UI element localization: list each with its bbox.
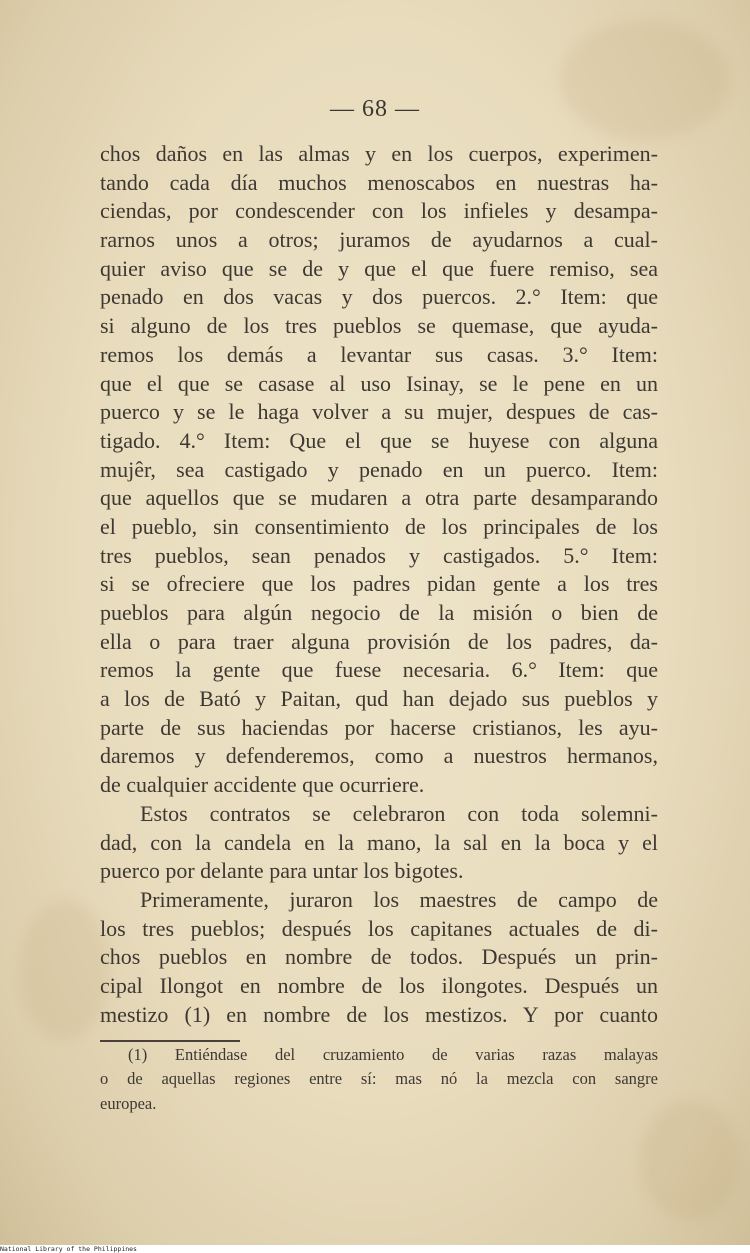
paper-stain	[640, 1100, 740, 1220]
text-line: quier aviso que se de y que el que fuere remiso, sea	[100, 255, 658, 281]
text-line: daremos y defenderemos, como a nuestros hermanos,	[100, 743, 658, 769]
text-line: puerco y se le haga volver a su mujer, despues de cas-	[100, 399, 658, 425]
text-line: chos daños en las almas y en los cuerpos, experimen-	[100, 141, 658, 166]
text-line: Estos contratos se celebraron con toda solemni-	[140, 800, 658, 826]
footnote-line: o de aquellas regiones entre sí: mas nó la mezcla con sangre	[100, 1069, 658, 1089]
footnote-rule	[100, 1040, 240, 1042]
text-line: tres pueblos, sean penados y castigados. 5.° Item:	[100, 542, 658, 568]
library-watermark: National Library of the Philippines	[0, 1245, 137, 1253]
text-line: cipal Ilongot en nombre de los ilongotes. Después un	[100, 972, 658, 998]
text-line: ella o para traer alguna provisión de los padres, da-	[100, 628, 658, 654]
paper-stain	[20, 900, 110, 1040]
text-line: a los de Bató y Paitan, qud han dejado sus pueblos y	[100, 686, 658, 712]
text-line: el pueblo, sin consentimiento de los principales de los	[100, 513, 658, 539]
text-line: pueblos para algún negocio de la misión o bien de	[100, 600, 658, 625]
footnote	[100, 1043, 658, 1116]
text-line: remos los demás a levantar sus casas. 3.° Item:	[100, 341, 658, 367]
body-text	[100, 140, 658, 1029]
text-line: si se ofreciere que los padres pidan gente a los tres	[100, 571, 658, 597]
text-line: ciendas, por condescender con los infieles y desampa-	[100, 198, 658, 224]
text-line: chos pueblos en nombre de todos. Después un prin-	[100, 944, 658, 970]
text-line: que el que se casase al uso Isinay, se le pene en un	[100, 370, 658, 396]
text-line: mujêr, sea castigado y penado en un puerco. Item:	[100, 456, 658, 482]
text-line: tando cada día muchos menoscabos en nuestras ha-	[100, 169, 658, 195]
footnote-line: europea.	[100, 1093, 157, 1113]
footnote-line: (1) Entiéndase del cruzamiento de varias razas malayas	[128, 1045, 658, 1064]
text-line: puerco por delante para untar los bigotes.	[100, 858, 464, 884]
text-line: rarnos unos a otros; juramos de ayudarnos a cual-	[100, 227, 658, 253]
text-line: que aquellos que se mudaren a otra parte desamparando	[100, 485, 658, 511]
text-line: Primeramente, juraron los maestres de campo de	[140, 886, 658, 912]
text-line: si alguno de los tres pueblos se quemase, que ayuda-	[100, 313, 658, 339]
text-line: tigado. 4.° Item: Que el que se huyese con alguna	[100, 427, 658, 453]
page-number: — 68 —	[330, 96, 420, 122]
text-line: los tres pueblos; después los capitanes actuales de di-	[100, 915, 658, 941]
text-line: de cualquier accidente que ocurriere.	[100, 772, 425, 798]
text-line: penado en dos vacas y dos puercos. 2.° Item: que	[100, 284, 658, 310]
text-line: parte de sus haciendas por hacerse cristianos, les ayu-	[100, 714, 658, 740]
text-line: mestizo (1) en nombre de los mestizos. Y por cuanto	[100, 1001, 658, 1027]
text-line: dad, con la candela en la mano, la sal en la boca y el	[100, 829, 658, 855]
text-line: remos la gente que fuese necesaria. 6.° Item: que	[100, 657, 658, 683]
